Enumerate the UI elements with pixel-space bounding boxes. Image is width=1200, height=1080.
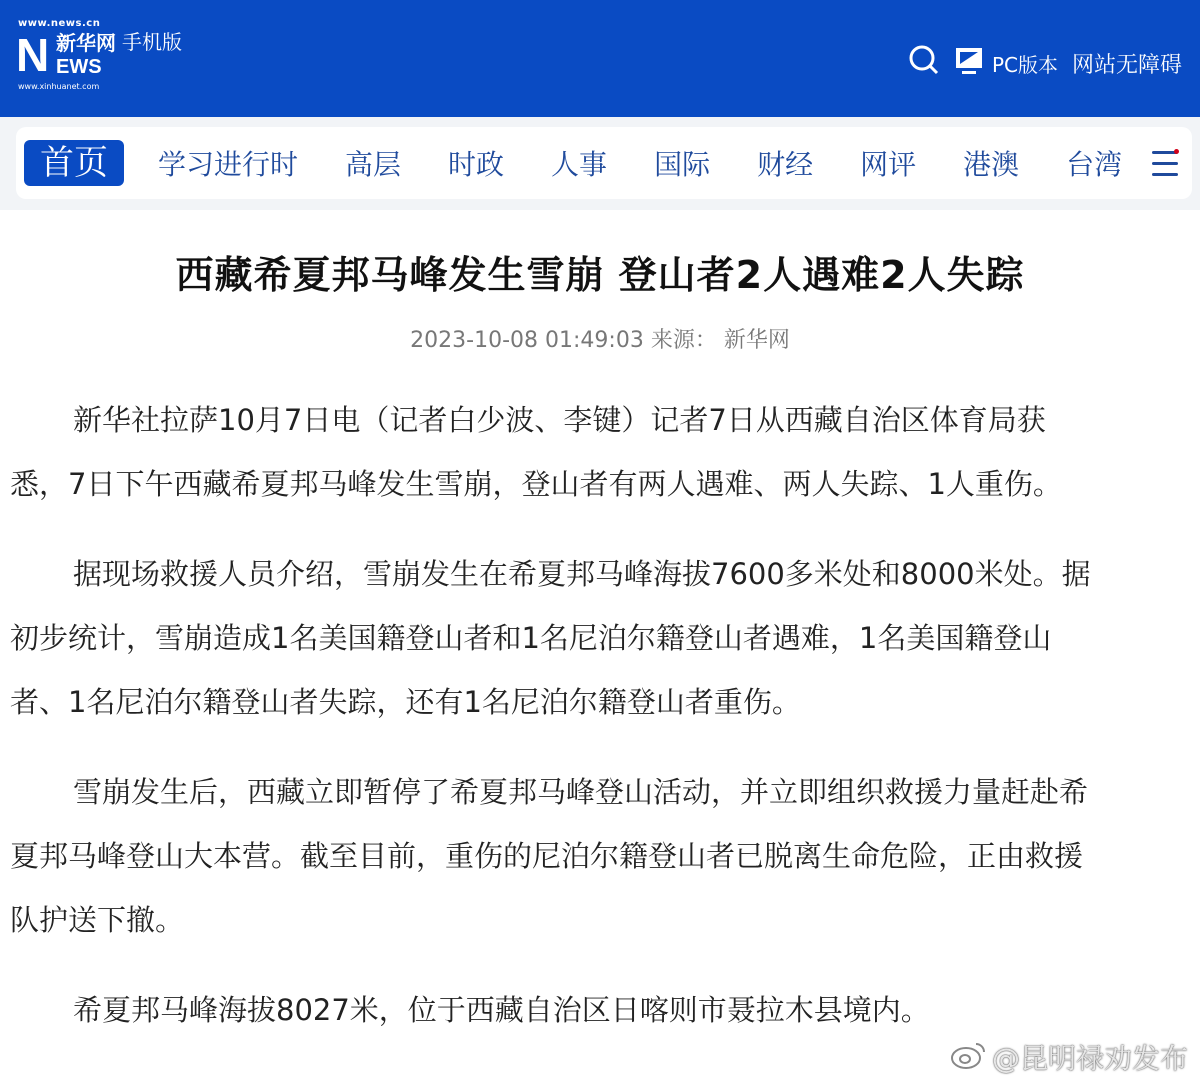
site-header — [0, 0, 1200, 117]
nav-item-study[interactable]: 学习进行时 — [158, 148, 299, 181]
search-icon[interactable] — [908, 44, 940, 82]
logo-cn: 新华网 — [56, 31, 116, 55]
nav-item-home[interactable]: 首页 — [24, 140, 124, 186]
article-body — [0, 388, 1200, 1042]
channel-nav — [16, 127, 1192, 199]
paragraph — [10, 978, 1190, 1042]
pc-version-link[interactable] — [954, 46, 1058, 81]
text-line: 悉，7日下午西藏希夏邦马峰发生雪崩，登山者有两人遇难、两人失踪、1人重伤。 — [10, 467, 1062, 501]
text-line: 希夏邦马峰海拔8027米，位于西藏自治区日喀则市聂拉木县境内。 — [73, 993, 930, 1027]
weibo-icon — [950, 1040, 986, 1077]
nav-item-hkmacao[interactable]: 港澳 — [963, 148, 1020, 181]
text-line: 据现场救援人员介绍，雪崩发生在希夏邦马峰海拔7600多米处和8000米处。据 — [73, 557, 1091, 591]
text-line: 新华社拉萨10月7日电（记者白少波、李键）记者7日从西藏自治区体育局获 — [73, 403, 1046, 437]
nav-item-commentary[interactable]: 网评 — [860, 148, 917, 181]
weibo-watermark — [950, 1040, 1188, 1077]
text-line: 者、1名尼泊尔籍登山者失踪，还有1名尼泊尔籍登山者重伤。 — [10, 685, 801, 719]
paragraph — [10, 388, 1190, 516]
menu-icon[interactable] — [1152, 151, 1178, 177]
xinhua-logo[interactable] — [16, 18, 126, 96]
nav-item-world[interactable]: 国际 — [654, 148, 711, 181]
pc-version-label: PC版本 — [991, 52, 1058, 77]
watermark-text: @昆明禄劝发布 — [991, 1042, 1188, 1075]
nav-item-taiwan[interactable]: 台湾 — [1066, 148, 1123, 181]
monitor-icon — [954, 46, 984, 81]
mobile-version-label: 手机版 — [122, 30, 182, 54]
accessibility-link[interactable]: 网站无障碍 — [1071, 52, 1182, 78]
text-line: 夏邦马峰登山大本营。截至目前，重伤的尼泊尔籍登山者已脱离生命危险，正由救援 — [10, 839, 1084, 873]
article-title: 西藏希夏邦马峰发生雪崩 登山者2人遇难2人失踪 — [175, 253, 1025, 297]
text-line: 初步统计，雪崩造成1名美国籍登山者和1名尼泊尔籍登山者遇难，1名美国籍登山 — [10, 621, 1052, 655]
nav-item-leaders[interactable]: 高层 — [345, 148, 402, 181]
nav-item-politics[interactable]: 时政 — [448, 148, 505, 181]
nav-item-finance[interactable]: 财经 — [757, 148, 814, 181]
publish-date: 2023-10-08 01:49:03 — [410, 328, 644, 353]
logo-n: N — [16, 29, 50, 81]
nav-item-personnel[interactable]: 人事 — [551, 148, 608, 181]
logo-url-bottom: www.xinhuanet.com — [18, 82, 100, 91]
logo-ews: EWS — [56, 56, 102, 78]
paragraph — [10, 542, 1190, 734]
text-line: 队护送下撤。 — [10, 903, 185, 937]
source-label: 来源： — [650, 328, 717, 353]
source-name: 新华网 — [723, 328, 790, 353]
paragraph — [10, 760, 1190, 952]
text-line: 雪崩发生后，西藏立即暂停了希夏邦马峰登山活动，并立即组织救援力量赶赴希 — [73, 775, 1089, 809]
logo-url-top: www.news.cn — [18, 18, 101, 29]
article-meta — [0, 323, 1200, 354]
